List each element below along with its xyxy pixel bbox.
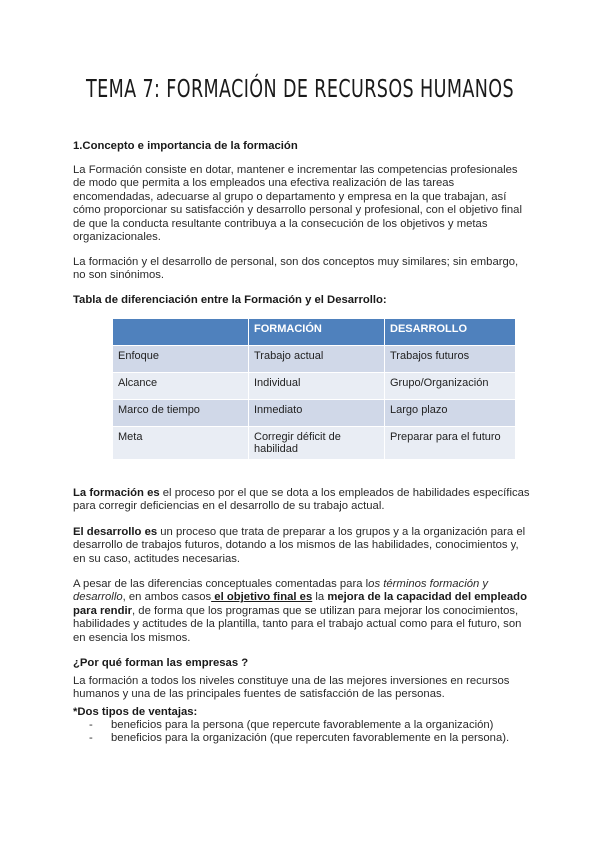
table-cell: Largo plazo [385,400,516,427]
text: , en ambos casos [122,591,212,604]
table-cell: Inmediato [249,400,385,427]
table-cell: Individual [249,373,385,400]
table-cell: Alcance [113,373,249,400]
text: A pesar de las diferencias conceptuales comentadas para l [73,578,369,590]
table-cell: Meta [113,427,249,460]
table-cell: Trabajo actual [249,346,385,373]
paragraph-desarrollo [73,526,533,566]
list-item: - beneficios para la persona (que repercute favorablemente a la organización) [73,719,543,732]
list-item: - beneficios para la organización (que repercuten favorablemente en la persona). [73,732,543,745]
paragraph-definition: La Formación consiste en dotar, mantener e incrementar las competencias profesionales de modo que permita a los empleados una efectiva realización de las tareas encomendadas, adecuarse al grupo o departamento y empresa en la que trabajan, así cómo proporcionar su satisfacción y desarrollo personal y profesional, con el objetivo final de que la conducta resultante contribuya a la consecución de los objetivos y metas organizacionales. [73,164,522,244]
paragraph-formacion [73,487,533,514]
table-row [113,400,516,427]
table-cell: Grupo/Organización [385,373,516,400]
text: la [312,591,328,604]
table-row [113,427,516,460]
italic-text: os términos formación y desarrollo [73,578,489,604]
table-header [113,319,249,346]
table-header: DESARROLLO [385,319,516,346]
table-row [113,346,516,373]
section-heading: 1.Concepto e importancia de la formación [73,140,298,152]
table-cell: Trabajos futuros [385,346,516,373]
text: , de forma que los programas que se utilizan para mejorar los conocimientos, habilidades y actitudes de la plantilla, tanto para el trabajo actual como para el futuro, son en esencia los mismos. [73,604,522,644]
term-formacion: La formación es [73,487,160,499]
advantages-heading: *Dos tipos de ventajas: [73,706,198,718]
definition-text: un proceso que trata de preparar a los grupos y a la organización para el desarrollo de trabajos futuros, dotando a los mismos de las habilidades, conocimientos y, en su caso, actitudes necesarias. [73,526,526,565]
definition-text: el proceso por el que se dota a los empleados de habilidades específicas para corregir deficiencias en el desarrollo de su trabajo actual. [73,487,530,513]
term-desarrollo: El desarrollo es [73,526,158,538]
table-cell: Preparar para el futuro [385,427,516,460]
table-caption: Tabla de diferenciación entre la Formación y el Desarrollo: [73,294,387,306]
bold-text: mejora de la capacidad del empleado para rendir [73,591,527,617]
page-title: TEMA 7: FORMACIÓN DE RECURSOS HUMANOS [85,74,515,103]
table-cell: Enfoque [113,346,249,373]
why-heading: ¿Por qué forman las empresas ? [73,657,249,669]
table-cell: Corregir déficit de habilidad [249,427,385,460]
advantages-list [73,719,543,746]
why-text: La formación a todos los niveles constituye una de las mejores inversiones en recursos humanos y una de las principales fuentes de satisfacción de las personas. [73,675,510,701]
paragraph-similarity: La formación y el desarrollo de personal, son dos conceptos muy similares; sin embargo, no son sinónimos. [73,256,519,282]
table-row [113,373,516,400]
table-cell: Marco de tiempo [113,400,249,427]
table-header: FORMACIÓN [249,319,385,346]
paragraph-objetivo [73,578,533,645]
comparison-table [112,318,516,460]
table-header-row [113,319,516,346]
underlined-text: el objetivo final es [211,591,313,604]
